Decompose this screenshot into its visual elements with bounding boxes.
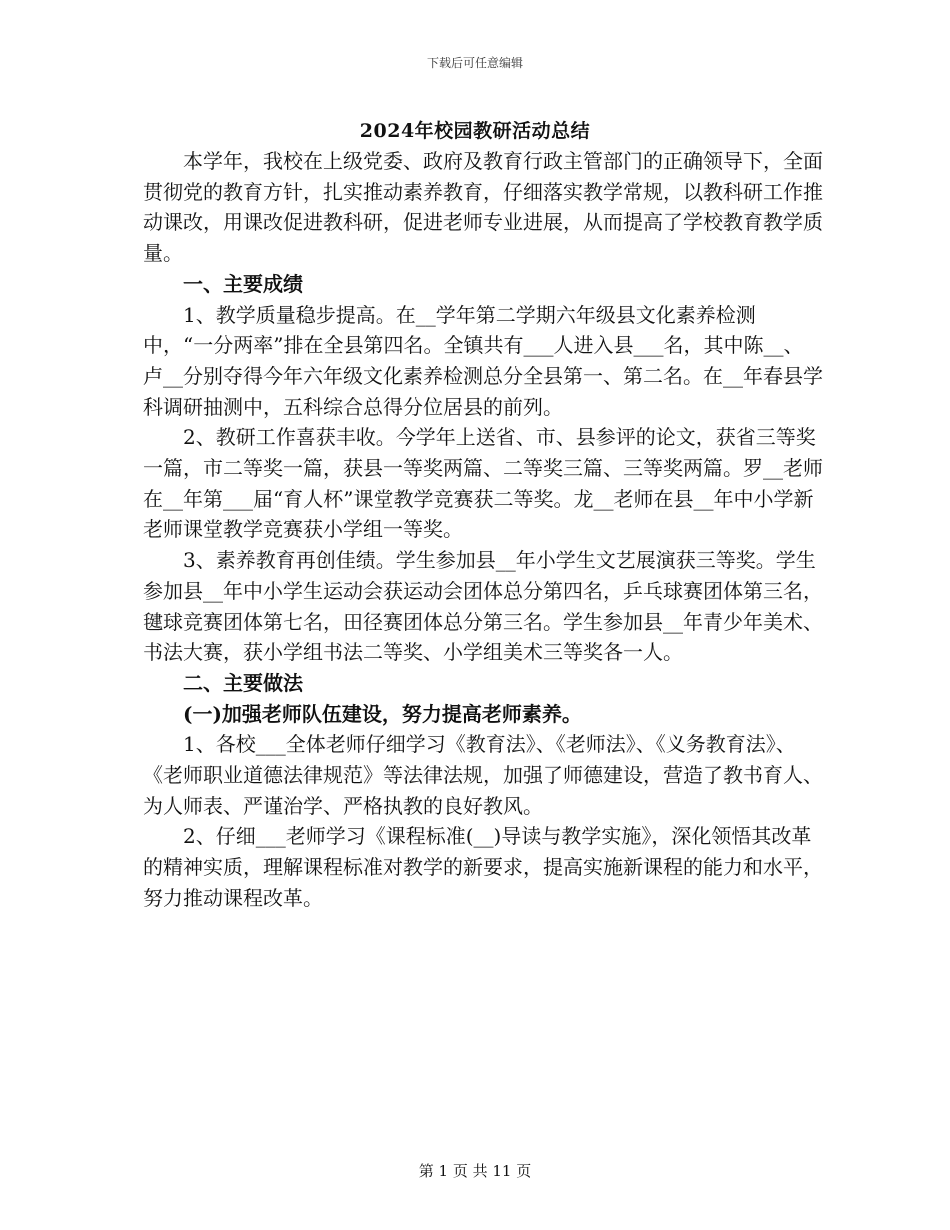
paragraph-law-study: 1、各校___全体老师仔细学习《教育法》、《老师法》、《义务教育法》、《老师职业道德法律规范》等法律法规，加强了师德建设，营造了教书育人、为人师表、严谨治学、严格执教的良好教风。 bbox=[143, 732, 823, 818]
paragraph-research-harvest: 2、教研工作喜获丰收。今学年上送省、市、县参评的论文，获省三等奖一篇，市二等奖一篇，获县一等奖两篇、二等奖三篇、三等奖两篇。罗__老师在__年第___届“育人杯”课堂教学竞赛获二等奖。龙__老师在县__年中小学新老师课堂教学竞赛获小学组一等奖。 bbox=[143, 425, 823, 542]
paragraph-curriculum-study: 2、仔细___老师学习《课程标准(__)导读与教学实施》，深化领悟其改革的精神实质，理解课程标准对教学的新要求，提高实施新课程的能力和水平，努力推动课程改革。 bbox=[143, 824, 823, 910]
paragraph-quality-education: 3、素养教育再创佳绩。学生参加县__年小学生文艺展演获三等奖。学生参加县__年中小学生运动会获运动会团体总分第四名，乒乓球赛团体第三名，毽球竞赛团体第七名，田径赛团体总分第三名。学生参加县__年青少年美术、书法大赛，获小学组书法二等奖、小学组美术三等奖各一人。 bbox=[143, 548, 823, 665]
header-note: 下载后可任意编辑 bbox=[426, 56, 523, 70]
paragraph-teaching-quality: 1、教学质量稳步提高。在__学年第二学期六年级县文化素养检测中，“一分两率”排在全县第四名。全镇共有___人进入县___名，其中陈__、卢__分别夺得今年六年级文化素养检测总分全县第一、第二名。在__年春县学科调研抽测中，五科综合总得分位居县的前列。 bbox=[143, 302, 823, 419]
subsection-heading-teacher-team: (一)加强老师队伍建设，努力提高老师素养。 bbox=[183, 701, 582, 726]
intro-paragraph: 本学年，我校在上级党委、政府及教育行政主管部门的正确领导下，全面贯彻党的教育方针，扎实推动素养教育，仔细落实教学常规，以教科研工作推动课改，用课改促进教科研，促进老师专业进展，从而提高了学校教育教学质量。 bbox=[143, 149, 823, 266]
document-title: 2024年校园教研活动总结 bbox=[359, 120, 591, 142]
document-body bbox=[143, 146, 823, 914]
section-heading-achievements: 一、主要成绩 bbox=[183, 271, 303, 296]
page-number-footer: 第 1 页 共 11 页 bbox=[418, 1162, 532, 1180]
section-heading-methods: 二、主要做法 bbox=[183, 670, 303, 695]
